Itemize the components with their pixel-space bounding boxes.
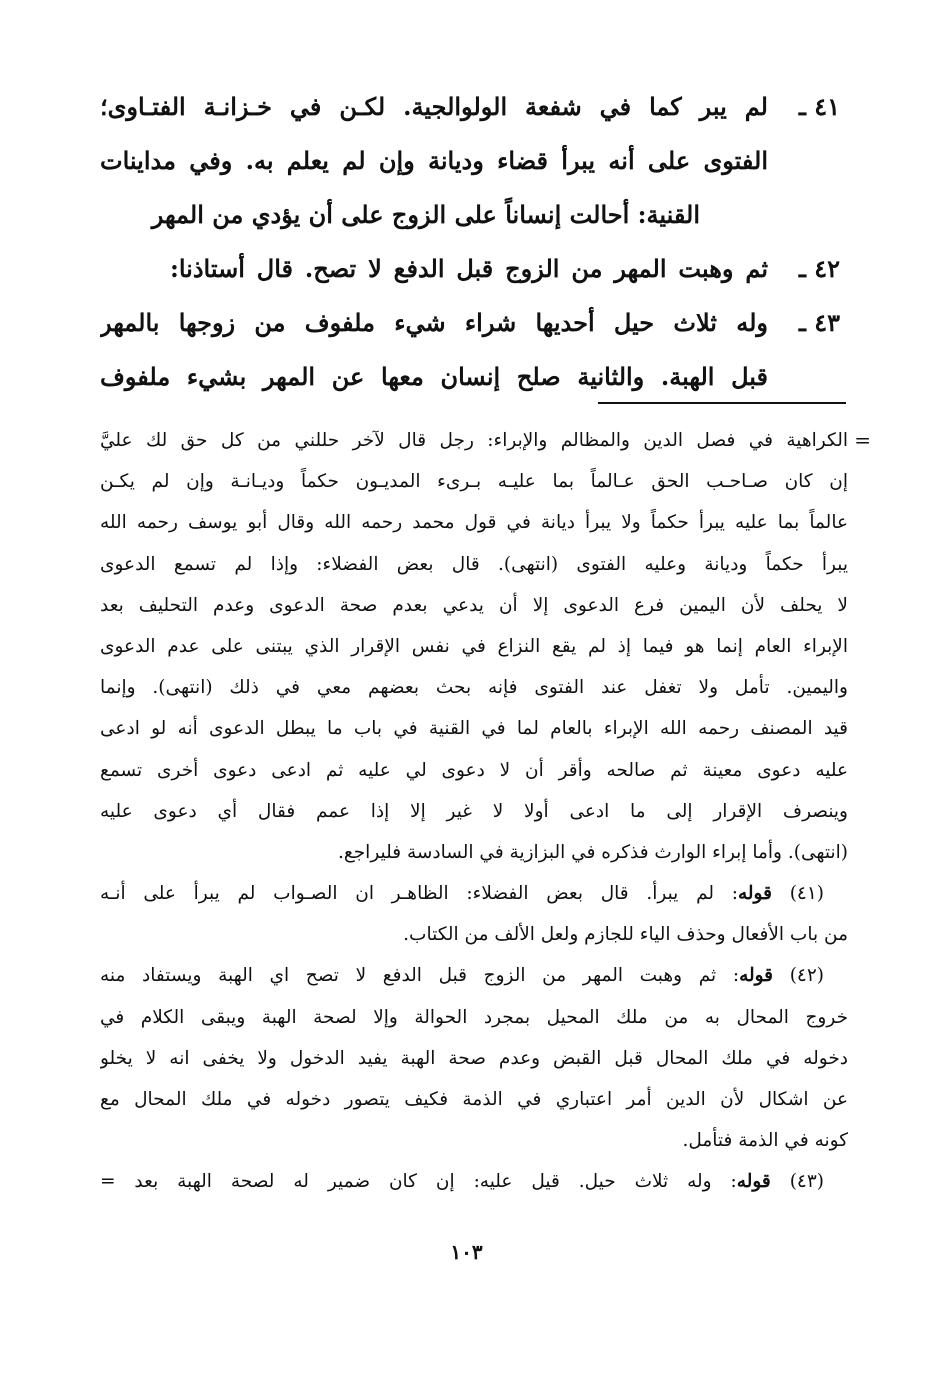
note-line: من باب الأفعال وحذف الياء للجازم ولعل الألف من الكتاب. xyxy=(403,924,848,946)
note-number: (٤٣) xyxy=(789,1171,824,1193)
note-line: الإبراء العام إنما هو فيما إذ لم يقع النزاع في نفس الإقرار الذي يبتنى على عدم الدعوى xyxy=(100,635,848,657)
note-43 xyxy=(100,1161,848,1202)
item-number: ٤١ ـ xyxy=(798,92,840,121)
note-number: (٤٢) xyxy=(789,965,824,987)
note-line: عن اشكال لأن الدين أمر اعتباري في الذمة فكيف يتصور دخوله في ملك المحال مع xyxy=(100,1089,848,1110)
note-line: يبرأ حكماً وديانة وعليه الفتوى (انتهى). قال بعض الفضلاء: وإذا لم تسمع الدعوى xyxy=(100,553,848,575)
main-line xyxy=(100,242,840,296)
note-line: لا يحلف لأن اليمين فرع الدعوى إلا أن يدعي بعدم صحة الدعوى وعدم التحليف بعد xyxy=(100,594,848,616)
note-label: قوله xyxy=(736,1171,771,1193)
note-line: واليمين. تأمل ولا تغفل عند الفتوى فإنه بحث بعضهم معي في ذلك (انتهى). وإنما xyxy=(100,677,848,699)
main-line-text: الفتوى على أنه يبرأ قضاء وديانة وإن لم يعلم به. وفي مداينات xyxy=(100,146,768,175)
note-line: وينصرف الإقرار إلى ما ادعى أولا لا غير إلا إذا عمم فقال أي دعوى عليه xyxy=(100,800,848,822)
note-line: خروج المحال به من ملك المحيل بمجرد الحوالة وإلا لصحة الهبة ويبقى الكلام في xyxy=(100,1006,848,1028)
continuation-mark: = xyxy=(854,428,871,452)
note-line: عليه دعوى معينة ثم صالحه وأقر أن لا دعوى لي عليه ثم ادعى دعوى أخرى تسمع xyxy=(100,759,848,781)
note-line: الكراهية في فصل الدين والمظالم والإبراء: رجل قال لآخر حللني من كل حق لك عليَّ xyxy=(100,430,848,451)
note-label: قوله xyxy=(737,883,772,905)
item-number: ٤٣ ـ xyxy=(798,308,840,337)
note-line: دخوله في ملك المحال قبل القبض وعدم صحة الهبة يفيد الدخول ولا يخفى انه لا يخلو xyxy=(100,1047,848,1069)
main-line-text: وله ثلاث حيل أحديها شراء شيء ملفوف من زوجها بالمهر xyxy=(100,308,768,337)
note-line: كونه في الذمة فتأمل. xyxy=(682,1130,848,1152)
main-line xyxy=(100,134,840,188)
note-line: إن كان صـاحـب الحق عـالماً بما عليـه بـرىء المديـون حكماً وديـانـة وإن لم يكـن xyxy=(100,471,848,493)
main-line xyxy=(100,350,840,404)
main-line-text: ثم وهبت المهر من الزوج قبل الدفع لا تصح. قال أستاذنا: xyxy=(170,254,768,283)
main-line xyxy=(100,80,840,134)
note-text: : لم يبرأ. قال بعض الفضلاء: الظاهـر ان الصـواب لم يبرأ على أنـه xyxy=(100,883,738,905)
main-line-text: لم يبر كما في شفعة الولوالجية. لكـن في خـزانـة الفتـاوى؛ xyxy=(100,92,768,121)
main-line xyxy=(100,188,840,242)
note-line: عالماً بما عليه يبرأ حكماً ولا يبرأ ديانة في قول محمد رحمه الله وقال أبو يوسف رحمه الله xyxy=(100,512,848,534)
main-line-text: قبل الهبة. والثانية صلح إنسان معها عن المهر بشيء ملفوف xyxy=(100,362,768,391)
main-line-text: القنية: أحالت إنساناً على الزوج على أن يؤدي من المهر xyxy=(151,200,700,229)
note-line: (انتهى). وأما إبراء الوارث فذكره في البزازية في السادسة فليراجع. xyxy=(338,841,848,863)
note-text: : ثم وهبت المهر من الزوج قبل الدفع لا تصح اي الهبة ويستفاد منه xyxy=(100,965,740,987)
note-line: قيد المصنف رحمه الله الإبراء بالعام لما في القنية في باب ما يبطل الدعوى أنه لو ادعى xyxy=(100,718,848,740)
note-42 xyxy=(100,955,848,996)
note-label: قوله xyxy=(739,965,774,987)
main-line xyxy=(100,296,840,350)
item-number: ٤٢ ـ xyxy=(798,254,840,283)
note-41 xyxy=(100,873,848,914)
footnotes xyxy=(100,420,848,1203)
note-number: (٤١) xyxy=(789,883,824,905)
footnote-separator xyxy=(598,402,846,404)
note-text: : وله ثلاث حيل. قيل عليه: إن كان ضمير له لصحة الهبة بعد = xyxy=(100,1171,737,1193)
main-text xyxy=(100,80,840,404)
page-number: ١٠٣ xyxy=(450,1240,483,1264)
